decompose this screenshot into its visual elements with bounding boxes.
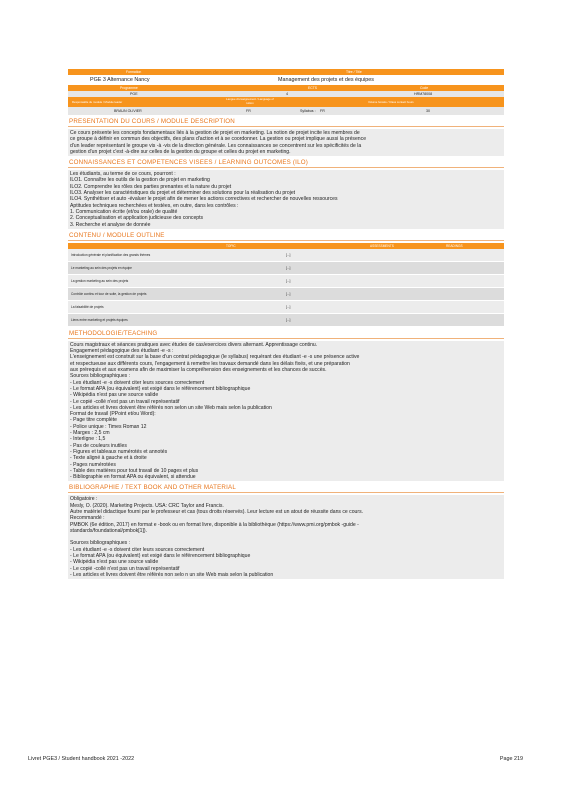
methodologie-line: et respectueuse aux différents cours, l'engagement à remettre les travaux demandé dans les délais fixés, et une préparation xyxy=(70,360,350,367)
titre-label: Titre / Title xyxy=(346,70,362,74)
outline-topic: La faisabilité de projets xyxy=(71,304,104,309)
methodologie-title: METHODOLOGIE/TEACHING xyxy=(68,330,504,339)
responsable-label: Responsable du module / Module leader xyxy=(72,100,123,104)
biblio-line: standards/foundational/pmbok[1]). xyxy=(70,527,148,534)
methodologie-line: - Wikipédia n'est pas une source valide xyxy=(70,392,159,399)
contenu-title: CONTENU / MODULE OUTLINE xyxy=(68,232,504,241)
methodologie-line: - Interligne : 1,5 xyxy=(70,436,106,443)
code-value: HRM78008 xyxy=(414,92,433,96)
footer-left: Livret PGE3 / Student handbook 2021 -2022 xyxy=(28,756,135,762)
programme-value: PGE xyxy=(130,92,138,96)
outline-ilo: [...] xyxy=(286,291,291,296)
outline-ilo: [...] xyxy=(286,317,291,322)
competences-line: ILO3. Analyser les caractéristiques du projet et déterminer des solutions pour la réalisation du projet xyxy=(70,190,296,197)
leader-name: BRAUN OLIVIER xyxy=(114,109,142,113)
methodologie-line: - Page titre complète xyxy=(70,417,117,424)
biblio-line: Mesly, O. (2020). Marketing Projects. USA: CRC Taylor and Francis. xyxy=(70,502,224,509)
langue-label: Langue d'enseignement / Language of tuition xyxy=(226,97,274,105)
methodologie-line: - Figures et tableaux numérotés et annotés xyxy=(70,448,168,455)
course-sheet xyxy=(68,69,504,579)
biblio-line: Obligatoire : xyxy=(70,496,98,503)
outline-row xyxy=(68,249,504,262)
responsable-value-row xyxy=(68,107,504,115)
methodologie-line: - Marges : 2,5 cm xyxy=(70,430,110,437)
competences-line: 3. Recherche et analyse de donnée xyxy=(70,221,151,228)
outline-ilo: [...] xyxy=(286,278,291,283)
presentation-line: gestion d'un projet c'est -à-dire sur celles de la gestion du groupe et celles du projet en marketing. xyxy=(70,148,291,155)
methodologie-line: - Bibliographie en format APA ou équivalent, si attendue xyxy=(70,474,196,481)
langue-value: FR xyxy=(246,109,251,113)
biblio-line: - Le copié -collé n'est pas un travail représentatif xyxy=(70,565,180,572)
ects-value: 4 xyxy=(286,92,288,96)
competences-line: ILO4. Synthétiser et auto -évaluer le projet afin de mener les actions correctives et rechercher de nouvelles ressources xyxy=(70,196,338,203)
biblio-line: - Les étudiant -e -s doivent citer leurs sources correctement xyxy=(70,546,205,553)
volume-label: Volume horaire / Class contact hours xyxy=(368,100,414,104)
outline-topic: Introduction générale et planification des grands thèmes xyxy=(71,252,151,257)
competences-block xyxy=(68,170,504,229)
header-value-row xyxy=(68,75,504,85)
presentation-title: PRESENTATION DU COURS / MODULE DESCRIPTION xyxy=(68,118,504,127)
outline-ilo: [...] xyxy=(286,252,291,257)
outline-ilo-header: ASSESSMENTS xyxy=(370,243,394,248)
outline-topic: Contrôle continu et tour de suite, la gestion de projets xyxy=(71,291,147,296)
presentation-line: ce groupe à définir en commun des objectifs, des plans d'action et à se coordonner. La gestion ou projet implique aussi la présence xyxy=(70,136,367,143)
page-number: Page 219 xyxy=(499,756,523,762)
outline-table xyxy=(68,249,504,327)
outline-topic: Le marketing au sein des projets en équipe xyxy=(71,265,132,270)
methodologie-line: - Les étudiant -e -s doivent citer leurs sources correctement xyxy=(70,379,205,386)
programme-label: Programme xyxy=(120,86,138,90)
course-title: Management des projets et des équipes xyxy=(278,77,374,83)
methodologie-line: - Table des matières pour tout travail de 10 pages et plus xyxy=(70,467,199,474)
program-name: PGE 3 Alternance Nancy xyxy=(90,77,150,83)
presentation-line: Ce cours présente les concepts fondamentaux liés à la gestion de projet en marketing. La notion de projet incite les membres de xyxy=(70,130,360,136)
biblio-line: - Wikipédia n'est pas une source valide xyxy=(70,559,159,566)
outline-row xyxy=(68,314,504,327)
competences-line: ILO2. Comprendre les rôles des parties prenantes et la nature du projet xyxy=(70,183,232,190)
outline-ilo: [...] xyxy=(286,265,291,270)
biblio-line: Sources bibliographiques : xyxy=(70,540,131,547)
ects-label: ECTS xyxy=(308,86,318,90)
biblio-line: - Le format APA (ou équivalent) est exigé dans le référencement bibliographique xyxy=(70,553,251,560)
methodologie-line: - Texte aligné à gauche et à droite xyxy=(70,455,147,462)
methodologie-line: - Police unique : Times Roman 12 xyxy=(70,423,147,430)
syllabus-value: FR xyxy=(320,109,325,113)
biblio-line: PMBOK (6e édition, 2017) en format e -book ou en format livre, disponible à la bibliothèque (https://www.pmi.org/pmbok -guide - xyxy=(70,521,359,528)
outline-ilo: [...] xyxy=(286,304,291,309)
outline-row xyxy=(68,275,504,288)
competences-line: ILO1. Connaître les outils de la gestion de projet en marketing xyxy=(70,177,210,184)
methodologie-line: - Les articles et livres doivent être référés non selon un site Web mais selon la publication xyxy=(70,404,272,411)
methodologie-line: - Le format APA (ou équivalent) est exigé dans le référencement bibliographique xyxy=(70,385,251,392)
hours-value: 30 xyxy=(426,109,430,113)
methodologie-line: L'enseignement est construit sur la base d'un contrat pédagogique (le syllabus) requérant des étudiant -e -s une présence active xyxy=(70,354,360,361)
competences-line: 1. Communication écrite (et/ou orale) de qualité xyxy=(70,208,178,215)
methodologie-line: - Pas de couleurs inutiles xyxy=(70,442,127,449)
syllabus-label: Syllabus : xyxy=(300,109,316,113)
presentation-block xyxy=(68,129,504,156)
methodologie-line: Cours magistraux et séances pratiques avec études de cas/exercices divers alternant. Apprentissage continu. xyxy=(70,341,318,348)
presentation-line: d'un leader représentant le groupe vis -à -vis de la direction générale. Les connaissances se concentrent sur les spécificités de la xyxy=(70,142,362,149)
methodologie-line: Sources bibliographiques : xyxy=(70,373,131,380)
competences-line: Aptitudes techniques recherchées et testées, en outre, dans les contrôles : xyxy=(70,202,239,209)
biblio-title: BIBLIOGRAPHIE / TEXT BOOK AND OTHER MATERIAL xyxy=(68,484,504,493)
biblio-line: Recommandé : xyxy=(70,515,105,522)
methodologie-line: aux prérequis et aux examens afin de maximiser la compréhension des enseignements et les chances de succès. xyxy=(70,367,327,374)
outline-row xyxy=(68,262,504,275)
biblio-line: - Les articles et livres doivent être référés non selo n un site Web mais selon la publication xyxy=(70,571,274,578)
methodologie-block xyxy=(68,341,504,482)
code-label: Code xyxy=(420,86,429,90)
competences-title: CONNAISSANCES ET COMPETENCES VISEES / LEARNING OUTCOMES (ILO) xyxy=(68,159,504,168)
outline-topic-header: TOPIC xyxy=(226,243,236,248)
methodologie-line: - Le copié -collé n'est pas un travail représentatif xyxy=(70,398,180,405)
formation-label: Formation xyxy=(126,70,142,74)
outline-reading-header: READINGS xyxy=(446,243,463,248)
competences-line: 2. Conceptualisation et application judicieuse des concepts xyxy=(70,215,204,222)
methodologie-line: Format de travail (PPoint et/ou Word): xyxy=(70,411,156,418)
biblio-block xyxy=(68,495,504,579)
outline-topic: Liens entre marketing et projets équipes xyxy=(71,317,128,322)
methodologie-line: - Pages numérotées xyxy=(70,461,116,468)
methodologie-line: Engagement pédagogique des étudiant -e -s : xyxy=(70,348,174,355)
outline-topic: La gestion marketing au sein des projets xyxy=(71,278,129,283)
outline-row xyxy=(68,301,504,314)
outline-row xyxy=(68,288,504,301)
responsable-label-bar xyxy=(68,97,504,107)
biblio-line: Autre matériel didactique fourni par le professeur et cas (tous droits réservés). Leur lecture est un atout de réussite dans ce cours. xyxy=(70,508,364,515)
competences-line: Les étudiants, au terme de ce cours, pourront : xyxy=(70,171,176,178)
